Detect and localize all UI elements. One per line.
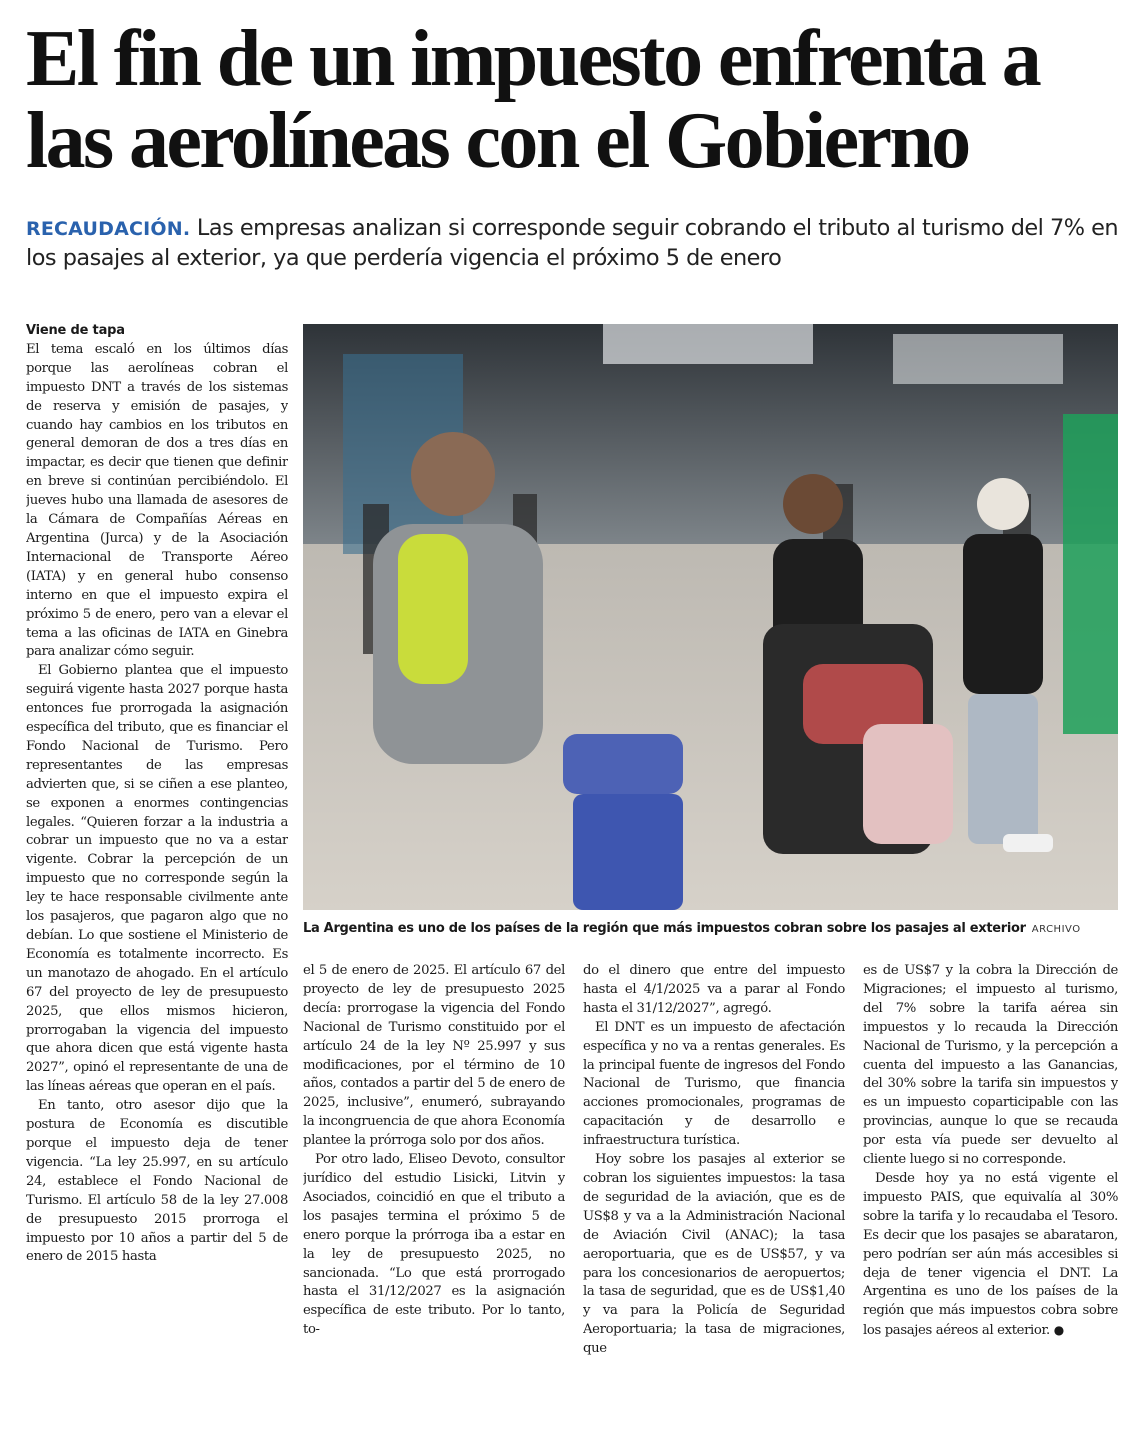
paragraph: Hoy sobre los pasajes al exterior se cobran los siguientes impuestos: la tasa de seguridad de la aviación, que es de US$8 y va a la Administración Nacional de Aviación Civil (ANAC); la tasa aeroportuaria, que es de US$57, y va para los concesionarios de aeropuertos; la tasa de seguridad, que es de US$1,40 y va para la Policía de Seguridad Aeroportuaria; la tasa de migraciones, que	[583, 1152, 845, 1357]
paragraph: El tema escaló en los últimos días porque las aerolíneas cobran el impuesto DNT a través de los sistemas de reserva y emisión de pasajes, y cuando hay cambios en los tributos en general demoran de dos a tres días en impactar, es decir que tienen que definir en breve si continúan percibiéndolo. El jueves hubo una llamada de asesores de la Cámara de Compañías Aéreas en Argentina (Jurca) y de la Asociación Internacional de Transporte Aéreo (IATA) y en general hubo consenso interno en que el impuesto expira el próximo 5 de enero, pero van a elevar el tema a las oficinas de IATA en Ginebra para analizar cómo seguir.	[26, 341, 288, 660]
article-column-2	[303, 962, 565, 1372]
section-kicker: RECAUDACIÓN.	[26, 218, 191, 240]
paragraph: do el dinero que entre del impuesto hasta el 4/1/2025 va a parar al Fondo hasta el 31/12/2027”, agregó.	[583, 963, 845, 1016]
paragraph: Por otro lado, Eliseo Devoto, consultor jurídico del estudio Lisicki, Litvin y Asociados, coincidió en que el tributo a los pasajes termina el próximo 5 de enero porque la prórroga iba a estar en la ley de presupuesto 2025, no sancionada. “Lo que está prorrogado hasta el 31/12/2027 es la asignación específica de este tributo. Por lo tanto, to-	[303, 1152, 565, 1338]
paragraph-text: Desde hoy ya no está vigente el impuesto PAIS, que equivalía al 30% sobre la tarifa y lo recaudaba el Tesoro. Es decir que los pasajes se abarataron, pero podrían ser aún más accesibles si deja de tener vigencia el DNT. La Argentina es uno de los países de la región que más impuestos cobra sobre los pasajes aéreos al exterior.	[863, 1170, 1118, 1339]
article-column-1	[26, 322, 288, 1372]
end-mark: ●	[1053, 1323, 1064, 1338]
caption-text: La Argentina es uno de los países de la región que más impuestos cobran sobre los pasajes al exterior	[303, 921, 1026, 936]
paragraph: es de US$7 y la cobra la Dirección de Migraciones; el impuesto al turismo, del 7% sobre la tarifa aérea sin impuestos y lo recauda la Dirección Nacional de Turismo, y la percepción a cuenta del impuesto a las Ganancias, del 30% sobre la tarifa sin impuestos y es un impuesto coparticipable con las provincias, aunque lo que se recauda por esta vía puede ser devuelto al cliente luego si no corresponde.	[863, 963, 1118, 1168]
paragraph: el 5 de enero de 2025. El artículo 67 del proyecto de ley de presupuesto 2025 decía: prorrogase la vigencia del Fondo Nacional de Turismo constituido por el artículo 24 de la ley Nº 25.997 y sus modificaciones, por el término de 10 años, contados a partir del 5 de enero de 2025, inclusive”, enumeró, subrayando la incongruencia de que ahora Economía plantee la prórroga solo por dos años.	[303, 963, 565, 1149]
article-photo	[303, 324, 1118, 910]
viene-de-tapa: Viene de tapa	[26, 323, 125, 338]
airport-travelers-photo	[303, 324, 1118, 910]
paragraph: El DNT es un impuesto de afectación específica y no va a rentas generales. Es la principal fuente de ingresos del Fondo Nacional de Turismo, que financia acciones promocionales, programas de capacitación y de desarrollo e infraestructura turística.	[583, 1019, 845, 1149]
deck-text: Las empresas analizan si corresponde seguir cobrando el tributo al turismo del 7% en los pasajes al exterior, ya que perdería vigencia el próximo 5 de enero	[26, 215, 1119, 271]
photo-caption	[303, 920, 1118, 939]
article-column-4	[863, 962, 1118, 1372]
deck	[26, 214, 1121, 273]
paragraph	[863, 1170, 1118, 1341]
headline: El fin de un impuesto enfrenta a las aerolíneas con el Gobierno	[26, 15, 1040, 185]
photo-credit: ARCHIVO	[1031, 924, 1081, 935]
paragraph: El Gobierno plantea que el impuesto seguirá vigente hasta 2027 porque hasta entonces fue prorrogada la asignación específica del tributo, que es financiar el Fondo Nacional de Turismo. Pero representantes de las empresas advierten que, si se ciñen a ese planteo, se exponen a enormes contingencias legales. “Quieren forzar a la industria a cobrar un impuesto que no va a estar vigente. Cobrar la percepción de un impuesto que no corresponde según la ley te hace responsable civilmente ante los pasajeros, que pagaron algo que no debían. Lo que sostiene el Ministerio de Economía es totalmente incorrecto. Es un manotazo de ahogado. En el artículo 67 del proyecto de ley de presupuesto 2025, que ellos mismos hicieron, prorrogaban la vigencia del impuesto que ahora dicen que está vigente hasta 2027”, opinó el representante de una de las líneas aéreas que operan en el país.	[26, 663, 288, 1095]
article-column-3	[583, 962, 845, 1372]
paragraph: En tanto, otro asesor dijo que la postura de Economía es discutible porque el impuesto deja de tener vigencia. “La ley 25.997, en su artículo 24, establece el Fondo Nacional de Turismo. El artículo 58 de la ley 27.008 de presupuesto 2015 prorroga el impuesto por 10 años a partir del 5 de enero de 2015 hasta	[26, 1098, 288, 1265]
